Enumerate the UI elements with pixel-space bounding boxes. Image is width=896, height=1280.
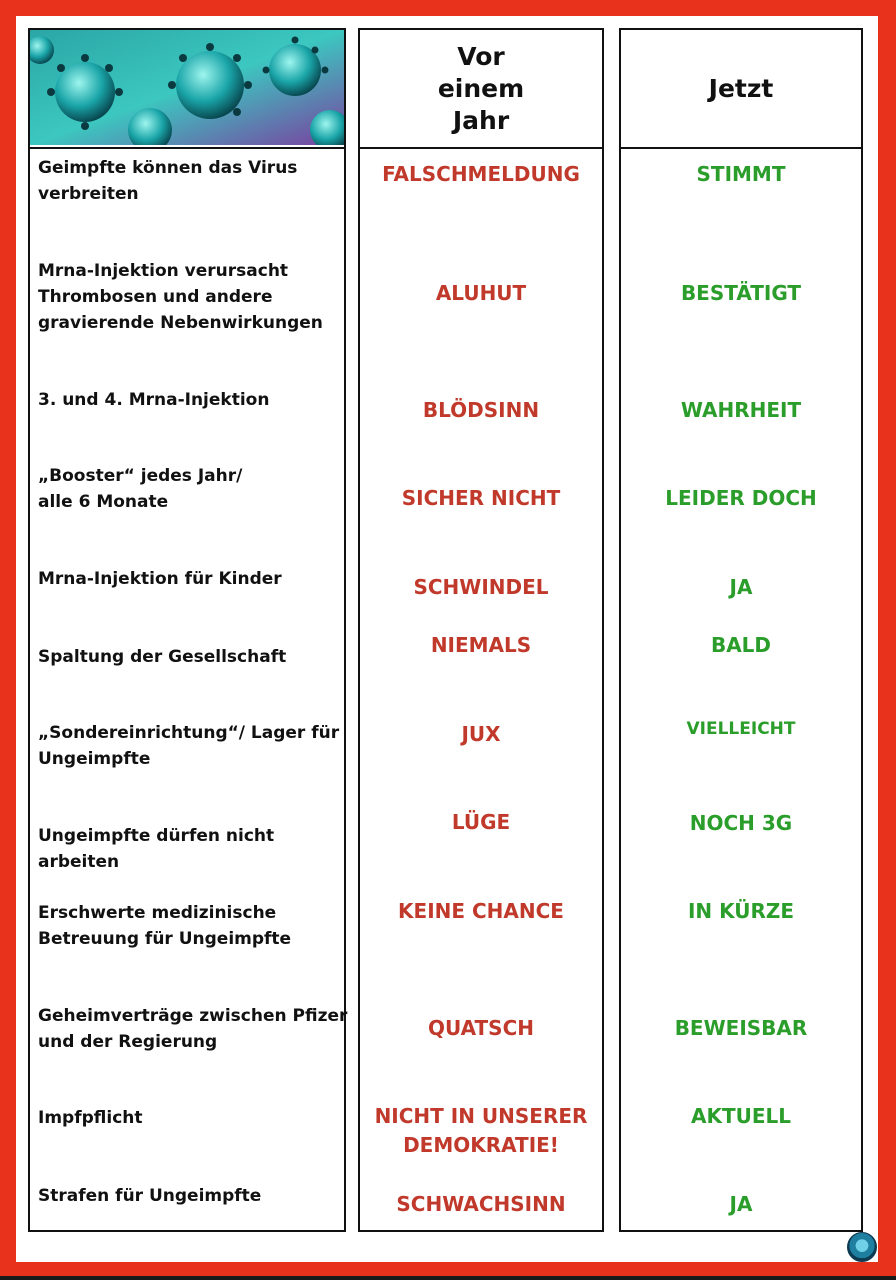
row-question: Geimpfte können das Virus verbreiten (38, 158, 298, 204)
header-divider (360, 147, 602, 149)
header-divider (30, 147, 344, 149)
row-question: Strafen für Ungeimpfte (38, 1186, 262, 1206)
header-before-line: einem (437, 73, 525, 103)
answer-now: BESTÄTIGT (680, 281, 802, 305)
answer-before: LÜGE (451, 810, 511, 834)
answer-before: NIEMALS (430, 633, 532, 657)
row-question: Mrna-Injektion verursacht Thrombosen und andere gravierende Nebenwirkungen (38, 261, 323, 333)
watermark-logo-icon (847, 1232, 877, 1262)
row-question: 3. und 4. Mrna-Injektion (38, 390, 270, 410)
header-before-line: Vor (457, 41, 505, 71)
answer-now: VIELLEICHT (686, 719, 796, 739)
answer-now: AKTUELL (690, 1104, 791, 1128)
header-divider (621, 147, 861, 149)
column-before (358, 28, 604, 1232)
row-question: Erschwerte medizinische Betreuung für Ungeimpfte (38, 903, 292, 949)
row-question: „Sondereinrichtung“/ Lager für Ungeimpfte (38, 723, 340, 769)
answer-before: BLÖDSINN (422, 398, 540, 422)
answer-before: FALSCHMELDUNG (382, 162, 580, 186)
header-now: Jetzt (708, 73, 774, 103)
row-question: Mrna-Injektion für Kinder (38, 569, 282, 589)
answer-now: WAHRHEIT (680, 398, 802, 422)
header-before (360, 30, 602, 147)
row-question: Ungeimpfte dürfen nicht arbeiten (38, 826, 275, 872)
answer-now: LEIDER DOCH (665, 486, 817, 510)
answer-now: BALD (710, 633, 772, 657)
answer-now: NOCH 3G (689, 811, 793, 835)
answer-before: SICHER NICHT (401, 486, 561, 510)
answer-now: IN KÜRZE (687, 899, 795, 923)
row-question: Impfpflicht (38, 1108, 143, 1128)
answer-before: KEINE CHANCE (398, 899, 564, 923)
row-question: „Booster“ jedes Jahr/ alle 6 Monate (38, 466, 243, 512)
answer-now: JA (729, 1192, 753, 1216)
virus-image (30, 30, 344, 145)
answer-now: STIMMT (696, 162, 786, 186)
answer-before: SCHWINDEL (413, 575, 549, 599)
answer-before: NICHT IN UNSERER DEMOKRATIE! (374, 1104, 588, 1157)
header-before-line: Jahr (452, 105, 510, 135)
virus-illustration (30, 30, 344, 145)
answer-now: BEWEISBAR (674, 1016, 808, 1040)
column-now (619, 28, 863, 1232)
answer-before: SCHWACHSINN (396, 1192, 566, 1216)
answer-now: JA (729, 575, 753, 599)
answer-before: ALUHUT (435, 281, 527, 305)
row-question: Spaltung der Gesellschaft (38, 647, 287, 667)
row-question: Geheimverträge zwischen Pfizer und der Regierung (38, 1006, 348, 1052)
answer-before: JUX (461, 722, 501, 746)
answer-before: QUATSCH (427, 1016, 534, 1040)
